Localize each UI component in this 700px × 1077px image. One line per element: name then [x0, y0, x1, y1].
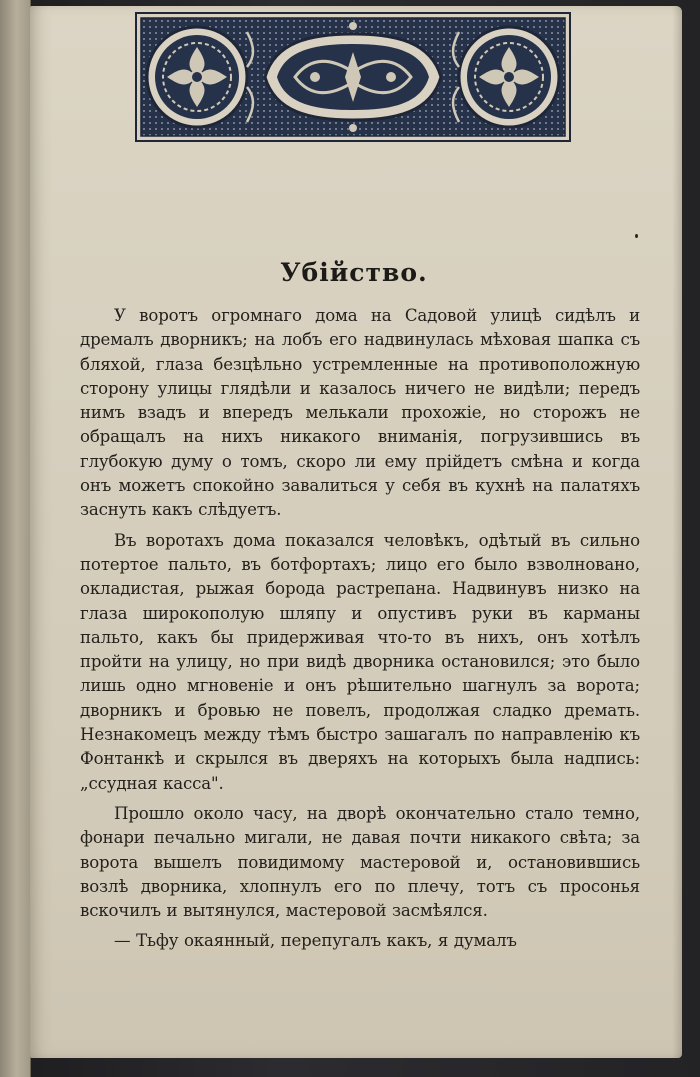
chapter-title: Убійство.: [280, 258, 428, 287]
page-edge-shadow: [672, 6, 682, 1058]
paragraph-1: У воротъ огромнаго дома на Садовой улицѣ сидѣлъ и дремалъ дворникъ; на лобъ его надвинулась мѣховая шапка съ бляхой, глаза безцѣльно устремленные на противоположную сторону улицы глядѣли и казалось ничего не видѣли; передъ нимъ взадъ и впередъ мелькали прохожіе, но сторожъ не обращалъ на нихъ никакого вниманія, погрузившись въ глубокую думу о томъ, скоро ли ему прійдетъ смѣна и когда онъ можетъ спокойно завалиться у себя въ кухнѣ на палатяхъ заснуть какъ слѣдуетъ.: [80, 306, 640, 520]
ink-speck: [635, 234, 638, 238]
previous-page-edge: [0, 0, 31, 1077]
paragraph-3: Прошло около часу, на дворѣ окончательно стало темно, фонари печально мигали, не давая почти никакого свѣта; за ворота вышелъ повидимому мастеровой и, остановившись возлѣ дворника, хлопнулъ его по плечу, тотъ съ просонья вскочилъ и вытянулся, мастеровой засмѣялся.: [80, 803, 640, 921]
paragraph-2: Въ воротахъ дома показался человѣкъ, одѣтый въ сильно потертое пальто, въ ботфортахъ; лицо его было взволновано, окладистая, рыжая борода растрепана. Надвинувъ низко на глаза широкополую шляпу и опустивъ руки въ карманы пальто, какъ бы придерживая что-то въ нихъ, онъ хотѣлъ пройти на улицу, но при видѣ дворника остановился; это было лишь одно мгновеніе и онъ рѣшительно шагнулъ за ворота; дворникъ и бровью не повелъ, продолжая сладко дремать. Незнакомецъ между тѣмъ быстро зашагалъ по направленію къ Фонтанкѣ и скрылся въ дверяхъ на которыхъ была надпись: „ссудная касса".: [80, 530, 640, 793]
book-page: [30, 6, 682, 1058]
body-text: [80, 304, 640, 960]
ornamental-headpiece-icon: [135, 12, 571, 142]
paragraph-4: — Тьфу окаянный, перепугалъ какъ, я думалъ: [114, 931, 517, 951]
